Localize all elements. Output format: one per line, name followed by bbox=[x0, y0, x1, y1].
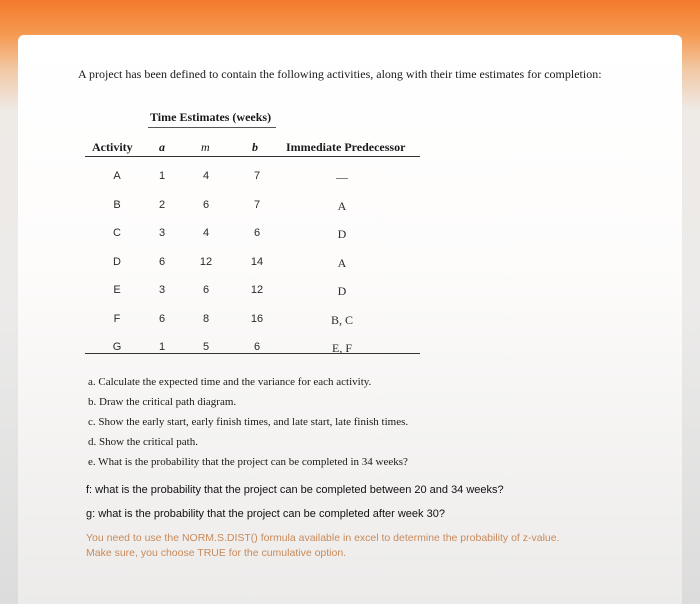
table-cell-m: 8 bbox=[202, 312, 210, 325]
table-cell-a: 6 bbox=[158, 255, 166, 268]
table-cell-a: 6 bbox=[158, 312, 166, 325]
table-cell-activity: C bbox=[113, 227, 121, 239]
time-estimates-underline bbox=[148, 127, 276, 128]
table-cell-pred: A bbox=[337, 198, 347, 213]
intro-text: A project has been defined to contain the following activities, along with their time estimates for completion: bbox=[78, 67, 602, 81]
table-cell-m: 4 bbox=[202, 170, 210, 182]
header-predecessor: Immediate Predecessor bbox=[286, 140, 406, 154]
table-cell-m: 4 bbox=[202, 227, 210, 239]
table-cell-pred: D bbox=[337, 227, 347, 241]
question-c: c. Show the early start, early finish times, and late start, late finish times. bbox=[88, 416, 409, 428]
table-cell-activity: G bbox=[112, 341, 122, 353]
table-cell-m: 6 bbox=[202, 284, 210, 296]
table-cell-a: 2 bbox=[158, 198, 166, 211]
table-cell-b: 12 bbox=[250, 284, 264, 296]
question-a: a. Calculate the expected time and the variance for each activity. bbox=[88, 376, 372, 388]
table-cell-a: 3 bbox=[158, 227, 166, 239]
table-cell-activity: D bbox=[113, 255, 121, 268]
table-cell-pred: B, C bbox=[330, 312, 353, 327]
header-a: a bbox=[159, 140, 165, 154]
table-cell-a: 3 bbox=[158, 284, 166, 296]
table-cell-a: 1 bbox=[158, 341, 166, 353]
table-cell-a: 1 bbox=[158, 170, 166, 182]
question-b: b. Draw the critical path diagram. bbox=[88, 396, 237, 408]
header-m: m bbox=[201, 140, 210, 154]
time-estimates-header: Time Estimates (weeks) bbox=[150, 110, 272, 124]
table-cell-m: 12 bbox=[199, 255, 213, 268]
header-b: b bbox=[252, 140, 258, 154]
table-cell-activity: B bbox=[113, 198, 121, 211]
table-cell-activity: A bbox=[113, 170, 121, 182]
table-cell-pred: D bbox=[337, 284, 347, 298]
question-f: f: what is the probability that the project can be completed between 20 and 34 weeks? bbox=[86, 484, 504, 496]
table-header-rule bbox=[85, 156, 420, 157]
table-cell-pred: E, F bbox=[331, 341, 352, 355]
question-e: e. What is the probability that the project can be completed in 34 weeks? bbox=[88, 456, 408, 468]
table-bottom-rule bbox=[85, 353, 420, 354]
table-cell-activity: F bbox=[113, 312, 121, 325]
table-cell-activity: E bbox=[113, 284, 121, 296]
table-cell-pred: A bbox=[337, 255, 347, 270]
question-d: d. Show the critical path. bbox=[88, 436, 198, 448]
note-line-2: Make sure, you choose TRUE for the cumulative option. bbox=[86, 547, 347, 559]
table-cell-b: 14 bbox=[250, 255, 264, 268]
table-cell-b: 6 bbox=[253, 341, 261, 353]
table-cell-m: 6 bbox=[202, 198, 210, 211]
table-cell-b: 7 bbox=[253, 198, 261, 211]
table-cell-b: 6 bbox=[253, 227, 261, 239]
table-cell-pred: — bbox=[336, 170, 348, 184]
table-cell-b: 7 bbox=[253, 170, 261, 182]
header-activity: Activity bbox=[92, 140, 133, 154]
note-line-1: You need to use the NORM.S.DIST() formula available in excel to determine the probability of z-value. bbox=[86, 532, 560, 544]
table-cell-b: 16 bbox=[250, 312, 264, 325]
question-g: g: what is the probability that the project can be completed after week 30? bbox=[86, 508, 445, 520]
table-cell-m: 5 bbox=[202, 341, 210, 353]
